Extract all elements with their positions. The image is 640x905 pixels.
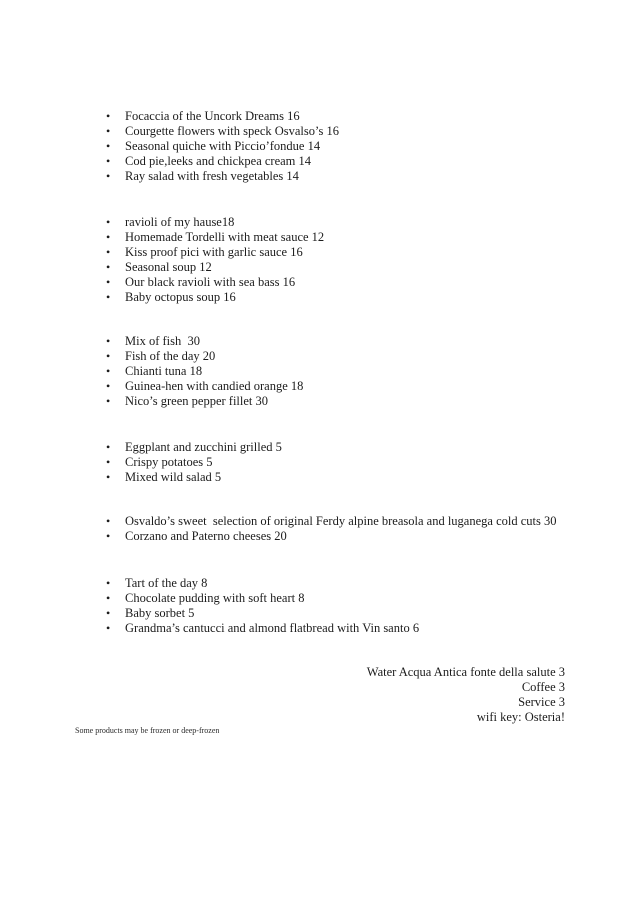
menu-item-label: Focaccia of the Uncork Dreams 16 xyxy=(125,109,300,123)
bullet-icon: • xyxy=(106,139,111,153)
list-item xyxy=(103,576,419,591)
bullet-icon: • xyxy=(106,154,111,168)
list-item xyxy=(103,455,282,470)
menu-item-label: Eggplant and zucchini grilled 5 xyxy=(125,440,282,454)
menu-item-label: Ray salad with fresh vegetables 14 xyxy=(125,169,299,183)
menu-item-label: Our black ravioli with sea bass 16 xyxy=(125,275,296,289)
bullet-icon: • xyxy=(106,379,111,393)
list-item xyxy=(103,245,324,260)
frozen-products-footnote: Some products may be frozen or deep-frozen xyxy=(75,726,220,735)
menu-item-label: Homemade Tordelli with meat sauce 12 xyxy=(125,230,325,244)
bullet-icon: • xyxy=(106,109,111,123)
menu-section-cold-cuts-and-cheeses xyxy=(103,514,556,544)
bullet-icon: • xyxy=(106,394,111,408)
list-item xyxy=(103,154,339,169)
extras-block xyxy=(367,665,565,725)
bullet-icon: • xyxy=(106,364,111,378)
menu-item-label: Mixed wild salad 5 xyxy=(125,470,222,484)
bullet-icon: • xyxy=(106,606,111,620)
list-item xyxy=(103,334,303,349)
menu-item-label: Baby octopus soup 16 xyxy=(125,290,236,304)
list-item xyxy=(103,529,556,544)
bullet-icon: • xyxy=(106,591,111,605)
bullet-icon: • xyxy=(106,470,111,484)
bullet-icon: • xyxy=(106,514,111,528)
menu-item-label: Crispy potatoes 5 xyxy=(125,455,213,469)
menu-item-label: Mix of fish 30 xyxy=(125,334,200,348)
list-item xyxy=(103,394,303,409)
bullet-icon: • xyxy=(106,334,111,348)
menu-item-label: Chocolate pudding with soft heart 8 xyxy=(125,591,305,605)
extra-line-service: Service 3 xyxy=(518,695,565,709)
bullet-icon: • xyxy=(106,529,111,543)
menu-item-label: Guinea-hen with candied orange 18 xyxy=(125,379,304,393)
list-item xyxy=(103,621,419,636)
bullet-icon: • xyxy=(106,215,111,229)
menu-item-label: Osvaldo’s sweet selection of original Ferdy alpine breasola and luganega cold cuts 30 xyxy=(125,514,557,528)
menu-item-label: Kiss proof pici with garlic sauce 16 xyxy=(125,245,303,259)
list-item xyxy=(103,169,339,184)
bullet-icon: • xyxy=(106,440,111,454)
bullet-icon: • xyxy=(106,455,111,469)
menu-item-label: Baby sorbet 5 xyxy=(125,606,195,620)
list-item xyxy=(103,275,324,290)
menu-section-first-courses xyxy=(103,215,324,305)
menu-item-label: Seasonal soup 12 xyxy=(125,260,212,274)
bullet-icon: • xyxy=(106,230,111,244)
list-item xyxy=(103,124,339,139)
menu-item-label: Courgette flowers with speck Osvalso’s 16 xyxy=(125,124,339,138)
bullet-icon: • xyxy=(106,275,111,289)
list-item xyxy=(103,139,339,154)
menu-item-label: Seasonal quiche with Piccio’fondue 14 xyxy=(125,139,321,153)
menu-section-starters xyxy=(103,109,339,184)
menu-section-sides xyxy=(103,440,282,485)
bullet-icon: • xyxy=(106,169,111,183)
menu-item-label: Cod pie,leeks and chickpea cream 14 xyxy=(125,154,312,168)
menu-item-label: Chianti tuna 18 xyxy=(125,364,203,378)
list-item xyxy=(103,109,339,124)
extra-line-water: Water Acqua Antica fonte della salute 3 xyxy=(366,665,565,679)
menu-item-label: ravioli of my hause18 xyxy=(125,215,235,229)
bullet-icon: • xyxy=(106,245,111,259)
bullet-icon: • xyxy=(106,576,111,590)
list-item xyxy=(103,470,282,485)
extra-line-coffee: Coffee 3 xyxy=(521,680,565,694)
bullet-icon: • xyxy=(106,621,111,635)
list-item xyxy=(103,514,556,529)
bullet-icon: • xyxy=(106,260,111,274)
list-item xyxy=(103,591,419,606)
menu-item-label: Corzano and Paterno cheeses 20 xyxy=(125,529,287,543)
list-item xyxy=(103,440,282,455)
list-item xyxy=(103,215,324,230)
bullet-icon: • xyxy=(106,290,111,304)
menu-section-desserts xyxy=(103,576,419,636)
bullet-icon: • xyxy=(106,124,111,138)
menu-item-label: Grandma’s cantucci and almond flatbread with Vin santo 6 xyxy=(125,621,420,635)
menu-item-label: Nico’s green pepper fillet 30 xyxy=(125,394,269,408)
menu-section-main-courses xyxy=(103,334,303,409)
wifi-key-line: wifi key: Osteria! xyxy=(476,710,565,724)
list-item xyxy=(103,260,324,275)
bullet-icon: • xyxy=(106,349,111,363)
list-item xyxy=(103,379,303,394)
list-item xyxy=(103,230,324,245)
menu-item-label: Tart of the day 8 xyxy=(125,576,208,590)
list-item xyxy=(103,349,303,364)
list-item xyxy=(103,364,303,379)
list-item xyxy=(103,290,324,305)
menu-item-label: Fish of the day 20 xyxy=(125,349,216,363)
list-item xyxy=(103,606,419,621)
